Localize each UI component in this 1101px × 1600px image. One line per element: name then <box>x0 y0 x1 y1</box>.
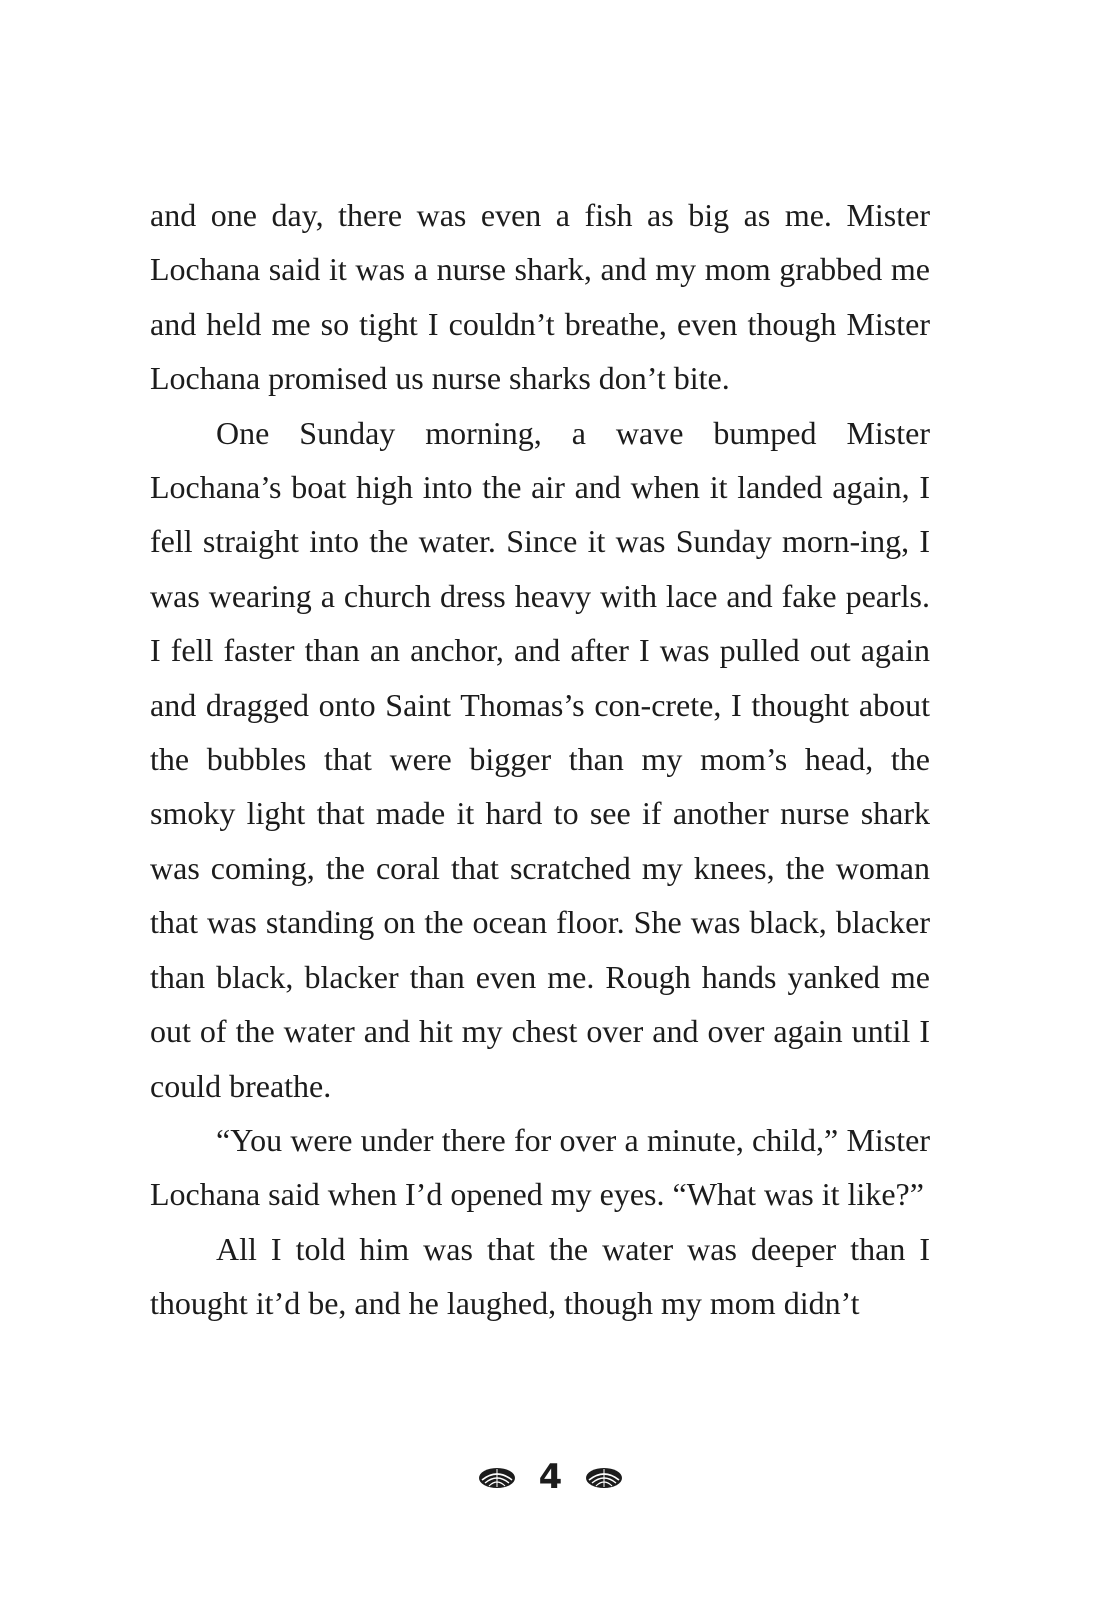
paragraph-3: “You were under there for over a minute, child,” Mister Lochana said when I’d opened my eyes. “What was it like?” <box>150 1121 930 1213</box>
shell-ornament-icon <box>477 1464 517 1490</box>
paragraph-2: One Sunday morning, a wave bumped Mister Lochana’s boat high into the air and when it landed again, I fell straight into the water. Since it was Sunday morn-ing, I was wearing a church dress heavy with lace and fake pearls. I fell faster than an anchor, and after I was pulled out again and dragged onto Saint Thomas’s con-crete, I thought about the bubbles that were bigger than my mom’s head, the smoky light that made it hard to see if another nurse shark was coming, the coral that scratched my knees, the woman that was standing on the ocean floor. She was black, blacker than black, blacker than even me. Rough hands yanked me out of the water and hit my chest over and over again until I could breathe. <box>150 414 930 1104</box>
shell-ornament-icon <box>584 1464 624 1490</box>
paragraph-4: All I told him was that the water was deeper than I thought it’d be, and he laughed, though my mom didn’t <box>150 1230 930 1322</box>
body-text <box>150 188 930 1331</box>
paragraph-1: and one day, there was even a fish as big as me. Mister Lochana said it was a nurse shark, and my mom grabbed me and held me so tight I couldn’t breathe, even though Mister Lochana promised us nurse sharks don’t bite. <box>150 197 930 397</box>
page-number: 4 <box>538 1457 563 1497</box>
page-footer <box>0 1453 1101 1501</box>
